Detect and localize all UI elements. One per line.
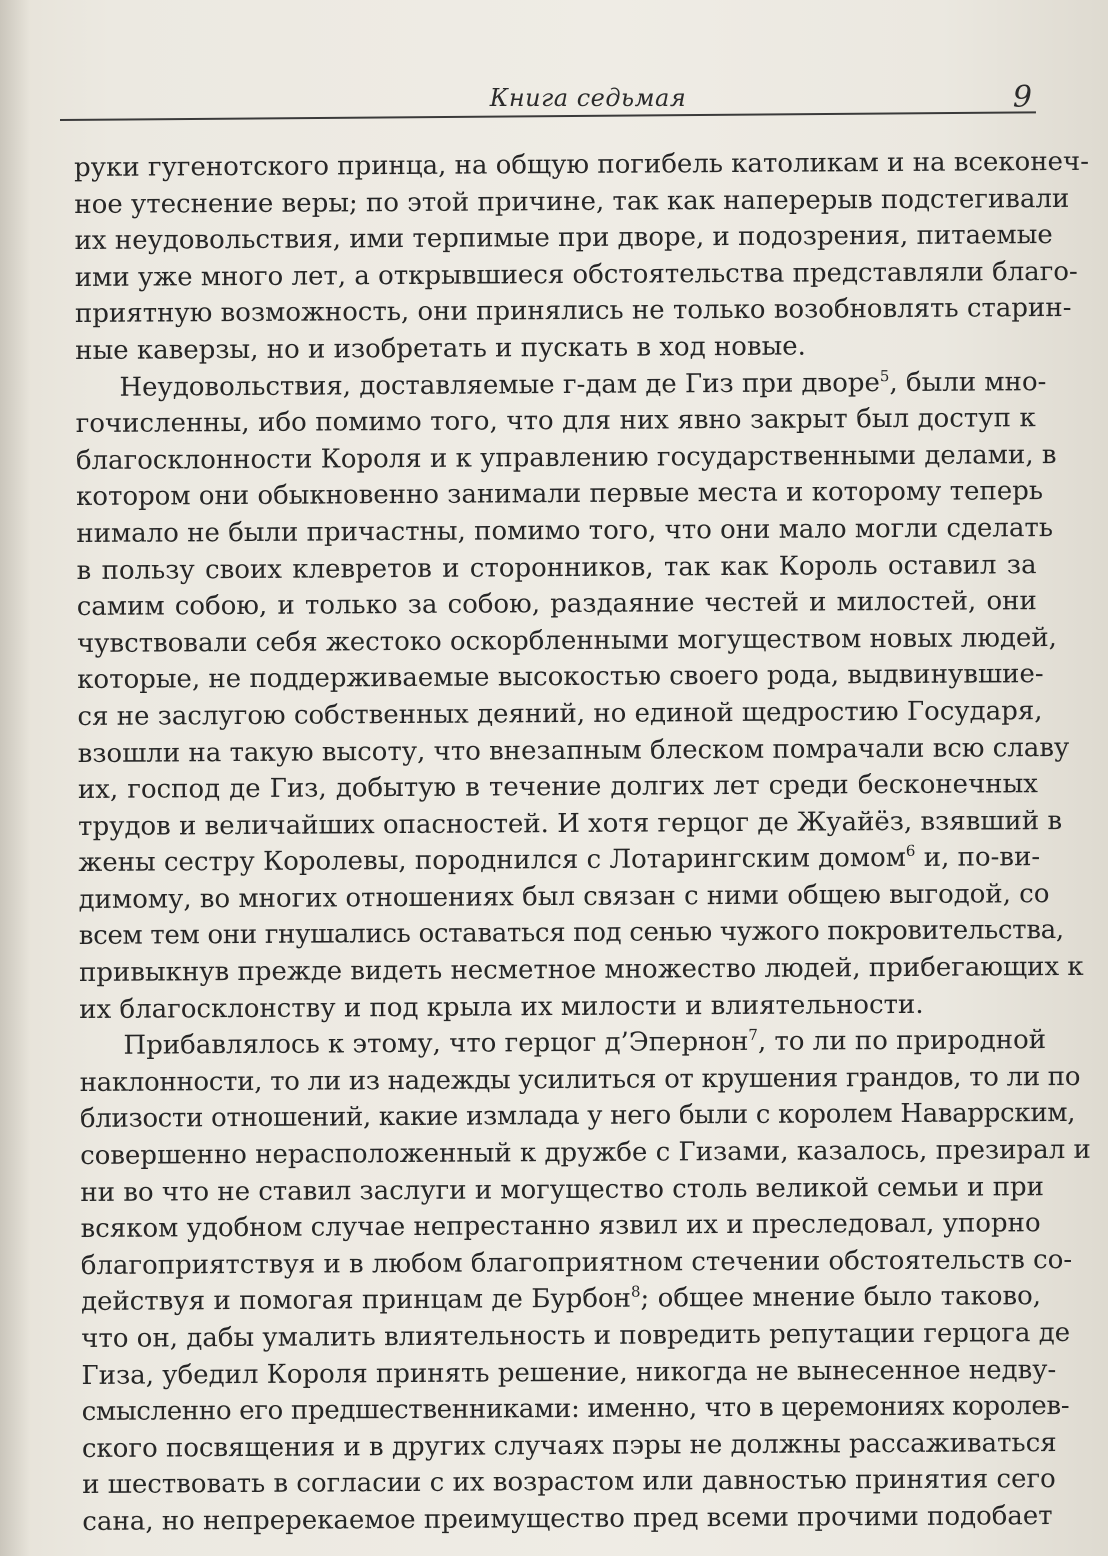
text-line: взошли на такую высоту, что внезапным блеском помрачали всю славу xyxy=(77,732,1070,769)
text-segment: и, по-ви- xyxy=(915,842,1041,874)
text-line: трудов и величайших опасностей. И хотя герцог де Жуайёз, взявший в xyxy=(78,805,1063,842)
text-line: благосклонности Короля и к управлению государственными делами, в xyxy=(75,439,1057,476)
footnote-ref: 8 xyxy=(630,1282,641,1302)
text-line: ни во что не ставил заслуги и могущество столь великой семьи и при xyxy=(80,1171,1045,1208)
text-line: всяком удобном случае непрестанно язвил их и преследовал, упорно xyxy=(80,1208,1041,1245)
text-line: чувствовали себя жестоко оскорбленными могуществом новых людей, xyxy=(76,622,1057,659)
text-line: котором они обыкновенно занимали первые места и которому теперь xyxy=(76,476,1044,513)
text-line: благоприятствуя и в любом благоприятном стечении обстоятельств со- xyxy=(80,1244,1073,1281)
footnote-ref: 6 xyxy=(905,842,916,861)
text-line: самим собою, и только за собою, раздаяние честей и милостей, они xyxy=(76,586,1037,623)
page-gutter-shadow xyxy=(0,0,30,1556)
text-line: их неудовольствия, ими терпимые при дворе, и подозрения, питаемые xyxy=(74,220,1053,257)
text-line: и шествовать в согласии с их возрастом или давностью принятия сего xyxy=(82,1464,1056,1501)
text-segment: , то ли по природной xyxy=(757,1025,1047,1058)
text-line xyxy=(79,1022,1047,1064)
running-title: Книга седьмая xyxy=(489,84,687,112)
text-segment: Прибавлялось к этому, что герцог д’Эпернон xyxy=(123,1027,749,1061)
text-line: гочисленны, ибо помимо того, что для них явно закрыт был доступ к xyxy=(75,403,1036,440)
page-number: 9 xyxy=(1012,80,1032,115)
text-line: руки гугенотского принца, на общую погибель католикам и на всеконеч- xyxy=(74,146,1090,183)
text-line: что он, дабы умалить влиятельность и повредить репутации герцога де xyxy=(81,1317,1071,1354)
page-header xyxy=(60,74,1036,114)
text-line: приятную возможность, они принялись не только возобновлять старин- xyxy=(74,293,1072,330)
text-line: нимало не были причастны, помимо того, что они мало могли сделать xyxy=(76,512,1054,549)
text-line: совершенно нерасположенный к дружбе с Гизами, казалось, презирал и xyxy=(80,1134,1091,1172)
text-line: их, господ де Гиз, добытую в течение долгих лет среди бесконечных xyxy=(77,769,1038,806)
text-line xyxy=(75,364,1047,406)
text-line: ся не заслугою собственных деяний, но единой щедростию Государя, xyxy=(77,696,1043,732)
text-line: которые, не поддерживаемые высокостью своего рода, выдвинувшие- xyxy=(77,659,1044,696)
text-line: близости отношений, какие измлада у него были с королем Наваррским, xyxy=(79,1098,1076,1135)
text-line: ное утеснение веры; по этой причине, так как наперерыв подстегивали xyxy=(74,183,1070,220)
text-segment: , были мно- xyxy=(889,366,1047,398)
body-text xyxy=(74,144,1091,1540)
text-line: всем тем они гнушались оставаться под сенью чужого покровительства, xyxy=(78,915,1064,952)
footnote-ref: 7 xyxy=(748,1026,758,1045)
text-line: ими уже много лет, а открывшиеся обстоятельства представляли благо- xyxy=(74,256,1078,293)
text-segment: действуя и помогая принцам де Бурбон xyxy=(80,1284,632,1318)
text-line xyxy=(81,1279,1041,1321)
text-line: наклонности, то ли из надежды усилиться от крушения грандов, то ли по xyxy=(79,1061,1081,1098)
text-line: сана, но непререкаемое преимущество пред всеми прочими подобает xyxy=(82,1501,1053,1537)
text-segment: Неудовольствия, доставляемые г-дам де Гиз при дворе xyxy=(119,367,880,403)
text-line: ные каверзы, но и изобретать и пускать в ход новые. xyxy=(75,331,806,366)
text-line: привыкнув прежде видеть несметное множество людей, прибегающих к xyxy=(78,951,1084,989)
text-line: их благосклонству и под крыла их милости и влиятельности. xyxy=(79,989,924,1025)
text-segment: ; общее мнение было таково, xyxy=(640,1281,1042,1314)
text-line: ского посвящения и в других случаях пэры не должны рассаживаться xyxy=(81,1427,1057,1464)
text-line: смысленно его предшественниками: именно, что в церемониях королев- xyxy=(81,1391,1070,1428)
text-segment: жены сестру Королевы, породнился с Лотарингским домом xyxy=(78,843,907,879)
footnote-ref: 5 xyxy=(879,366,890,385)
text-line: Гиза, убедил Короля принять решение, никогда не вынесенное недву- xyxy=(81,1354,1057,1391)
text-line xyxy=(78,839,1041,881)
text-line: в пользу своих клевретов и сторонников, так как Король оставил за xyxy=(76,549,1037,586)
text-line: димому, во многих отношениях был связан с ними общею выгодой, со xyxy=(78,878,1050,915)
